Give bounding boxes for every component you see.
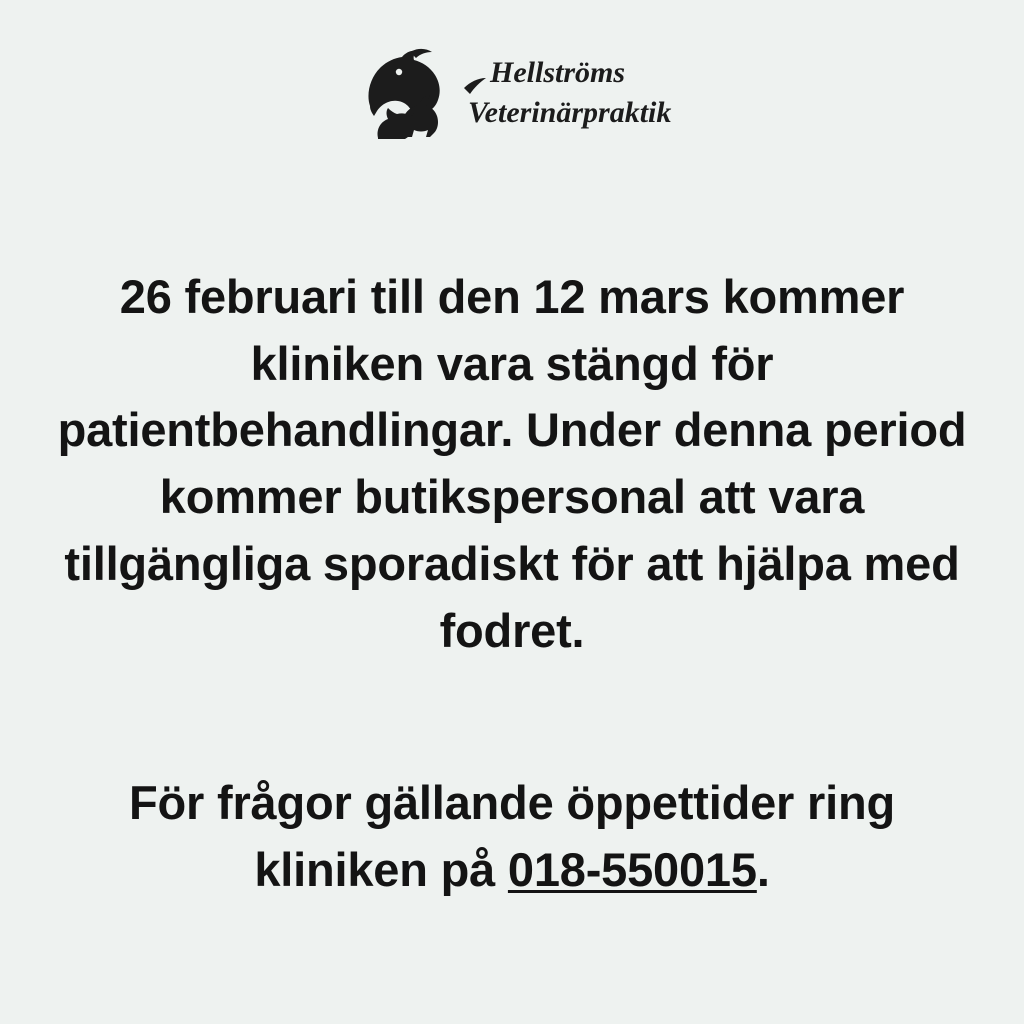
logo-svg bbox=[352, 42, 672, 142]
notice-paragraph-2-suffix: . bbox=[756, 843, 770, 897]
clinic-phone-number[interactable]: 018-550015 bbox=[507, 843, 757, 897]
notice-paragraph-1: 26 februari till den 12 mars kommer kliniken vara stängd för patientbehandlingar. Under denna period kommer butikspersonal att vara tillgängliga sporadiskt för att hjälpa med fodret. bbox=[57, 270, 967, 657]
notice-paragraph-2 bbox=[62, 770, 962, 903]
logo-line2-text: Veterinärpraktik bbox=[468, 96, 672, 129]
logo-line1-text: Hellströms bbox=[490, 56, 626, 89]
logo bbox=[347, 42, 677, 142]
notice-content bbox=[22, 264, 1002, 904]
notice-paragraph-2-prefix: För frågor gällande öppettider ring kliniken på bbox=[129, 776, 895, 897]
